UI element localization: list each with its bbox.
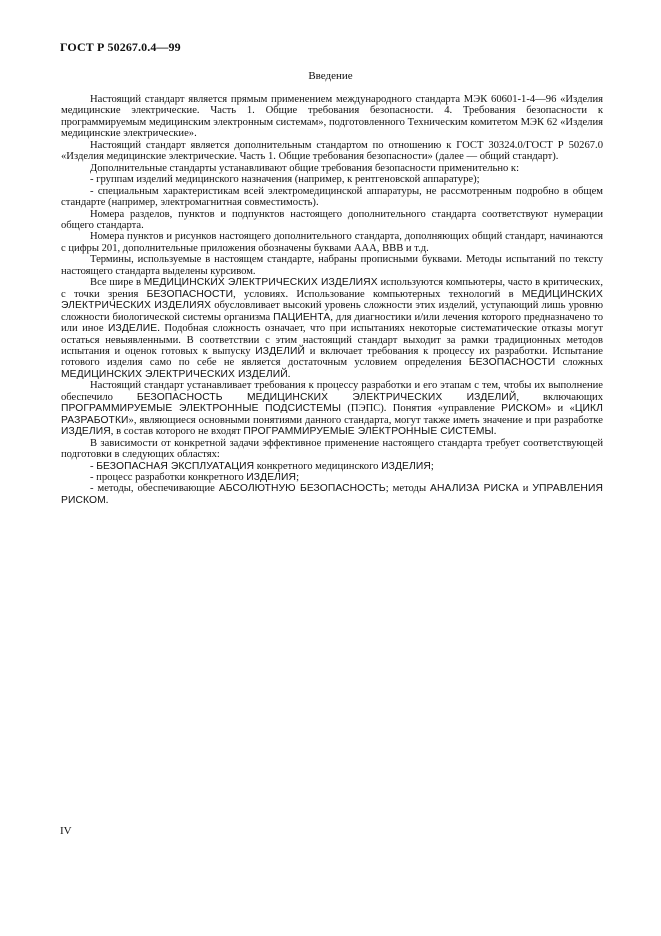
term: АБСОЛЮТНУЮ БЕЗОПАСНОСТЬ <box>218 483 386 495</box>
term: ПРОГРАММИРУЕМЫЕ ЭЛЕКТРОННЫЕ ПОДСИСТЕМЫ <box>61 403 342 415</box>
term: МЕДИЦИНСКИХ ЭЛЕКТРИЧЕСКИХ ИЗДЕЛИЯХ <box>61 288 603 312</box>
term: ИЗДЕЛИЙ <box>255 345 305 357</box>
term: ИЗДЕЛИЯ <box>381 460 431 472</box>
term: ПРОГРАММИРУЕМЫЕ ЭЛЕКТРОННЫЕ СИСТЕМЫ <box>243 426 494 438</box>
page-title: Введение <box>308 70 353 82</box>
document-code: ГОСТ Р 50267.0.4—99 <box>60 40 181 54</box>
paragraph-5: Номера пунктов и рисунков настоящего дополнительного стандарта, дополняющих общий стандарт, начинаются с цифры 201, дополнительные приложения обозначены буквами AAA, BBB и т.д. <box>61 231 603 254</box>
paragraph-8: Настоящий стандарт устанавливает требования к процессу разработки и его этапам с тем, чтобы их выполнение обеспечило БЕЗОПАСНОСТЬ МЕДИЦИНСКИХ ЭЛЕКТРИЧЕСКИХ ИЗДЕЛИЙ, включающих ПРОГРАММИРУЕМЫЕ ЭЛЕКТРОННЫЕ ПОДСИСТЕМЫ (ПЭПС). Понятия «управление РИСКОМ» и «ЦИКЛ РАЗРАБОТКИ», являющиеся основными понятиями данного стандарта, могут также иметь значение и при разработке ИЗДЕЛИЯ, в состав которого не входят ПРОГРАММИРУЕМЫЕ ЭЛЕКТРОННЫЕ СИСТЕМЫ. <box>61 380 604 438</box>
term: БЕЗОПАСНОСТИ <box>146 288 234 300</box>
paragraph-4: Номера разделов, пунктов и подпунктов настоящего дополнительного стандарта соответствуют нумерации общего стандарта. <box>61 208 603 231</box>
paragraph-6: Термины, используемые в настоящем стандарте, набраны прописными буквами. Методы испытаний по тексту настоящего стандарта выделены курсивом. <box>61 254 603 277</box>
term: ПАЦИЕНТА <box>273 311 331 323</box>
term: МЕДИЦИНСКИХ ЭЛЕКТРИЧЕСКИХ ИЗДЕЛИЙ <box>61 368 288 380</box>
term: МЕДИЦИНСКИХ ЭЛЕКТРИЧЕСКИХ ИЗДЕЛИЯХ <box>143 277 378 289</box>
list-item: - группам изделий медицинского назначения (например, к рентгеновской аппаратуре); <box>90 174 480 186</box>
term: БЕЗОПАСНОСТИ <box>468 357 556 369</box>
document-body <box>61 94 603 506</box>
page-number: IV <box>60 825 72 837</box>
term: ЦИКЛ РАЗРАБОТКИ <box>61 403 604 426</box>
list-item: - процесс разработки конкретного ИЗДЕЛИЯ; <box>90 471 300 483</box>
paragraph-1: Настоящий стандарт является прямым применением международного стандарта МЭК 60601-1-4—96 «Изделия медицинские электрические. Часть 1. Общие требования безопасности. 4. Требования безопасности к программируемым медицинским электронным системам», подготовленного Техническим комитетом МЭК 62 «Изделия медицинские электрические». <box>61 94 603 140</box>
term: БЕЗОПАСНАЯ ЭКСПЛУАТАЦИЯ <box>96 460 255 472</box>
term: ИЗДЕЛИЕ <box>108 323 158 335</box>
paragraph-3: Дополнительные стандарты устанавливают общие требования безопасности применительно к: <box>90 162 520 174</box>
term: АНАЛИЗА РИСКА <box>430 483 519 495</box>
term: РИСКОМ <box>501 403 546 415</box>
term: ИЗДЕЛИЯ <box>246 471 297 483</box>
list-item: - методы, обеспечивающие АБСОЛЮТНУЮ БЕЗОПАСНОСТЬ; методы АНАЛИЗА РИСКА и УПРАВЛЕНИЯ РИСКОМ. <box>61 483 603 506</box>
list-item: - специальным характеристикам всей электромедицинской аппаратуры, не рассмотренным подробно в общем стандарте (например, электромагнитная совместимость). <box>61 185 603 209</box>
paragraph-2: Настоящий стандарт является дополнительным стандартом по отношению к ГОСТ 30324.0/ГОСТ Р 50267.0 «Изделия медицинские электрические. Часть 1. Общие требования безопасности» (далее — общий стандарт). <box>61 139 603 163</box>
paragraph-9: В зависимости от конкретной задачи эффективное применение настоящего стандарта требует соответствующей подготовки в следующих областях: <box>61 437 603 461</box>
term: ИЗДЕЛИЯ <box>61 426 111 438</box>
term: БЕЗОПАСНОСТЬ МЕДИЦИНСКИХ ЭЛЕКТРИЧЕСКИХ ИЗДЕЛИЙ <box>136 391 517 403</box>
list-item: - БЕЗОПАСНАЯ ЭКСПЛУАТАЦИЯ конкретного медицинского ИЗДЕЛИЯ; <box>90 460 434 472</box>
term: УПРАВЛЕНИЯ РИСКОМ <box>61 483 603 506</box>
paragraph-7: Все шире в МЕДИЦИНСКИХ ЭЛЕКТРИЧЕСКИХ ИЗДЕЛИЯХ используются компьютеры, часто в критических, с точки зрения БЕЗОПАСНОСТИ, условиях. Использование компьютерных технологий в МЕДИЦИНСКИХ ЭЛЕКТРИЧЕСКИХ ИЗДЕЛИЯХ обусловливает высокий уровень сложности этих изделий, уступающий лишь уровню сложности биологической системы организма ПАЦИЕНТА, для диагностики и/или лечения которого предназначено то или иное ИЗДЕЛИЕ. Подобная сложность означает, что при испытаниях некоторые систематические отказы могут остаться невыявленными. В соответствии с этим настоящий стандарт выходит за рамки традиционных методов испытания и оценок готовых к выпуску ИЗДЕЛИЙ и включает требования к процессу их разработки. Испытание готового изделия само по себе не является достаточным условием определения БЕЗОПАСНОСТИ сложных МЕДИЦИНСКИХ ЭЛЕКТРИЧЕСКИХ ИЗДЕЛИЙ. <box>61 277 604 380</box>
